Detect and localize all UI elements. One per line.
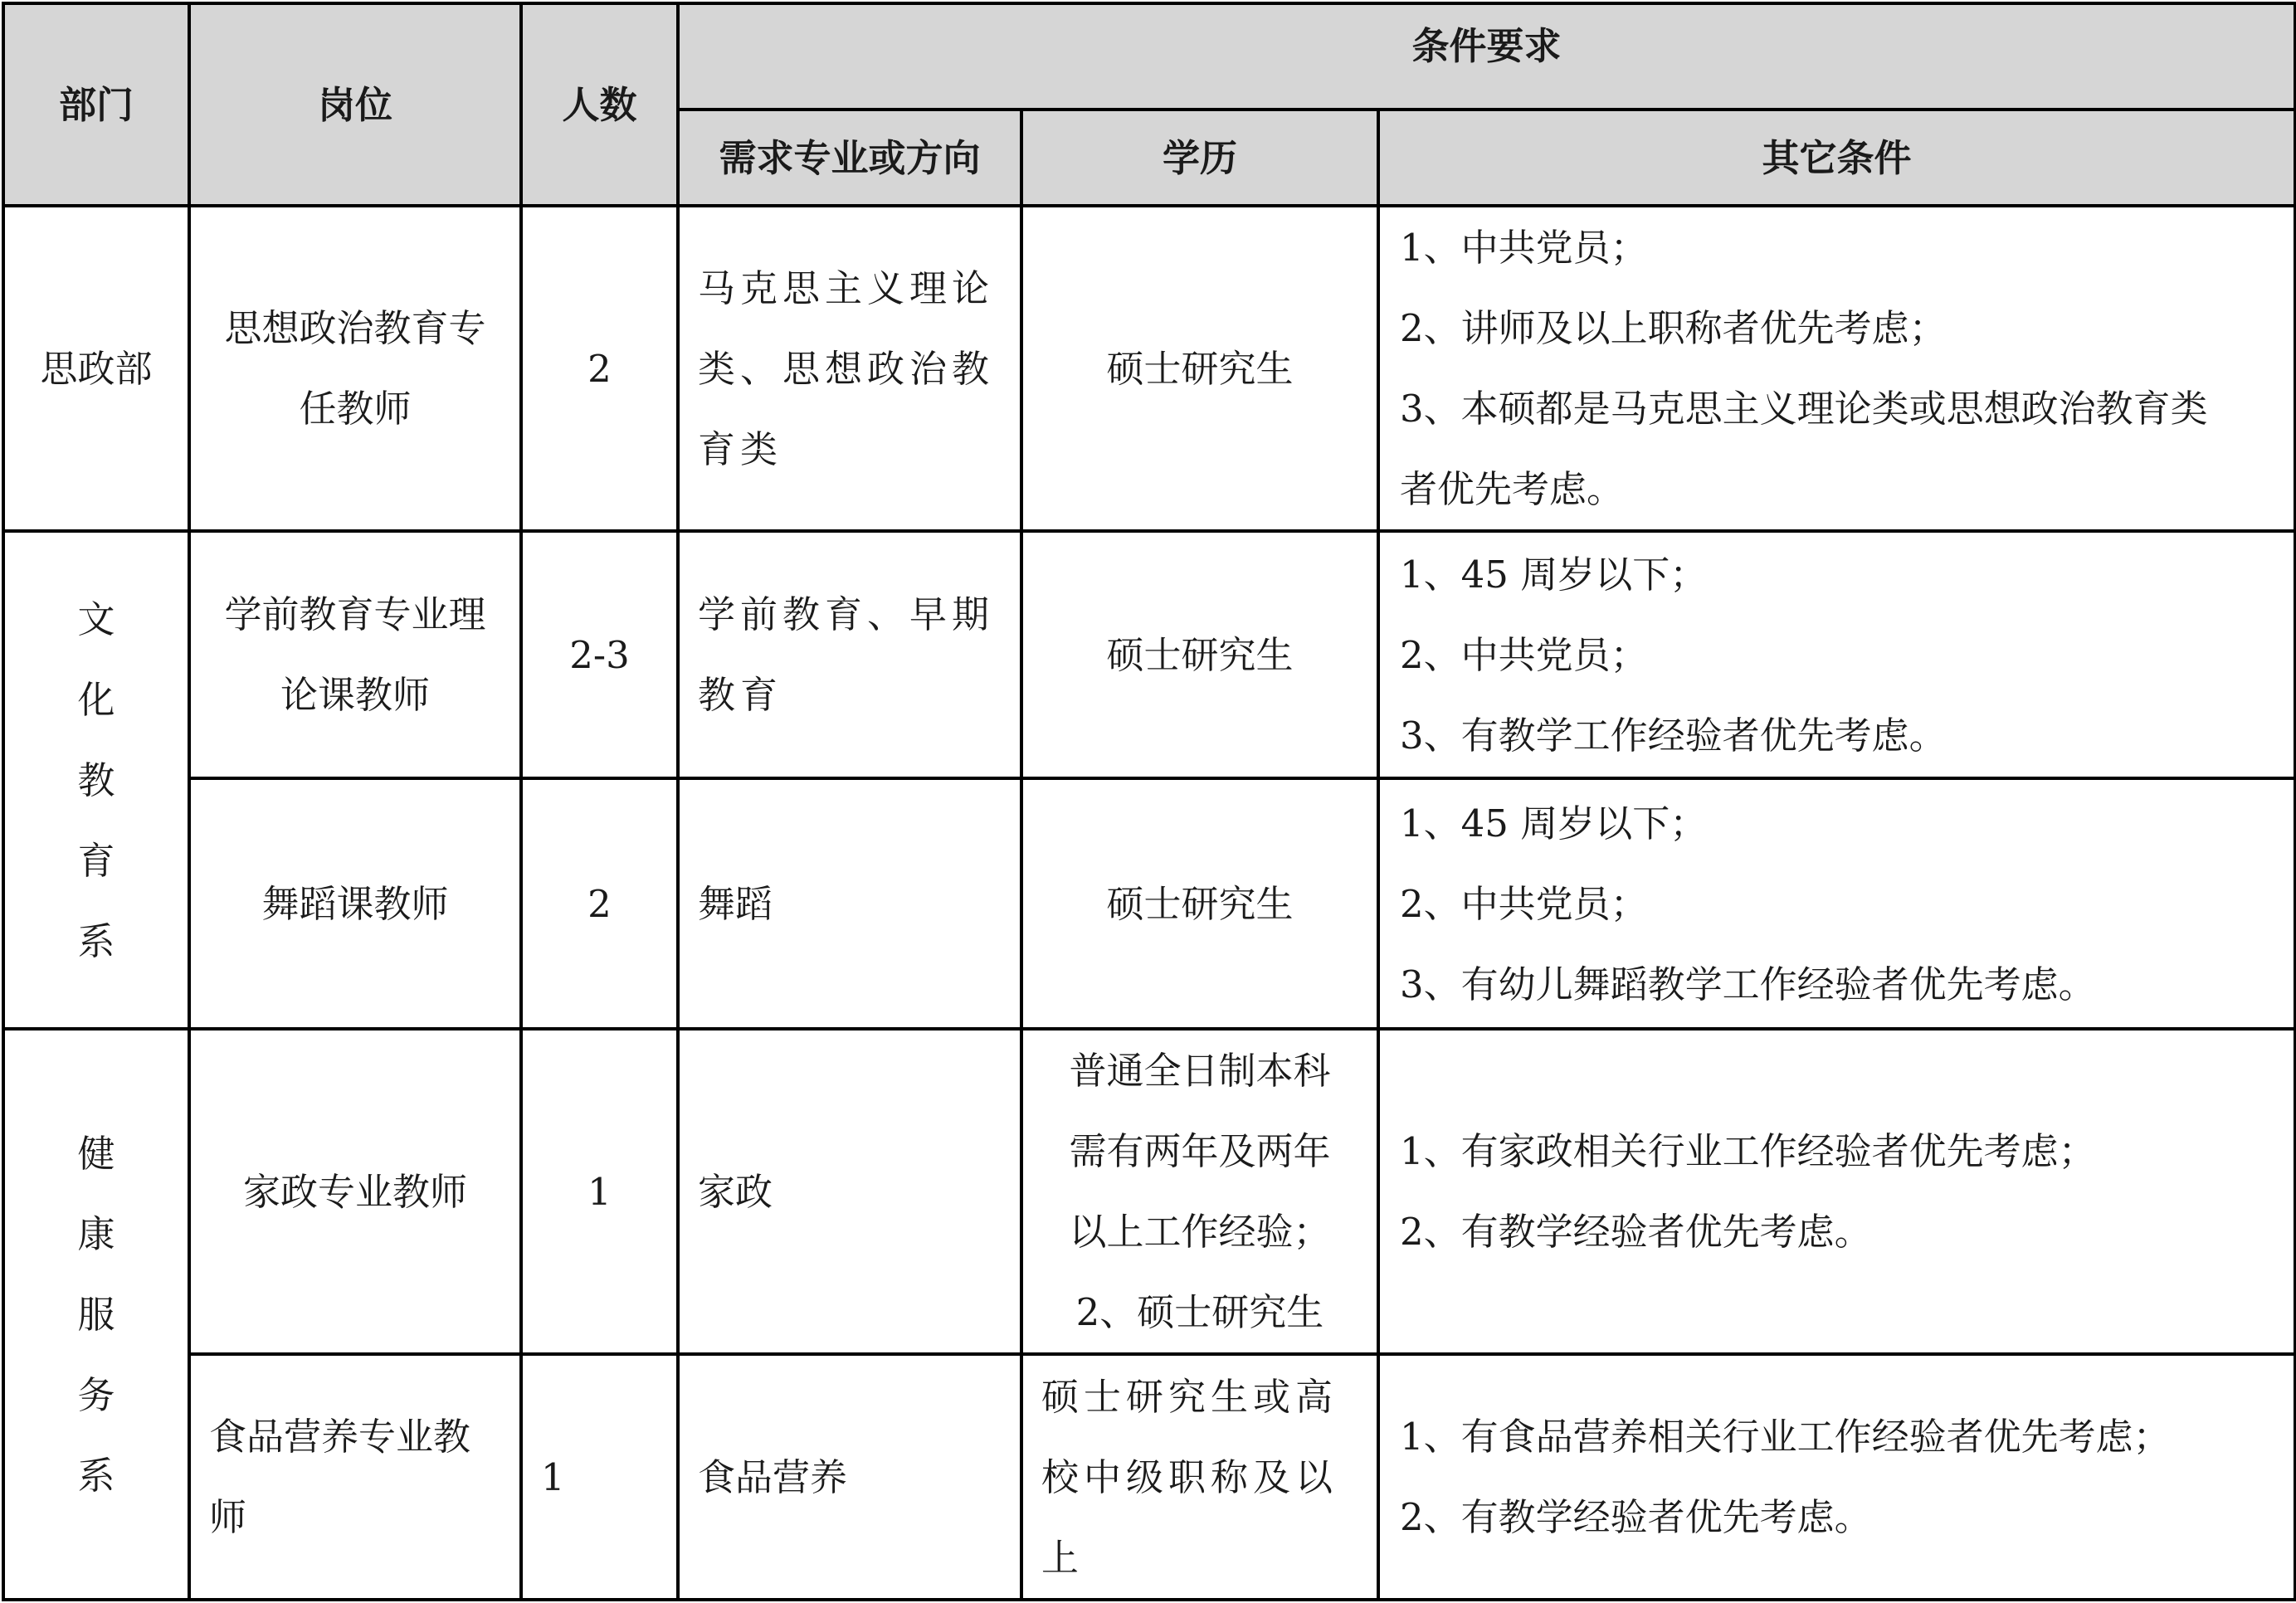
table-row bbox=[3, 531, 2295, 778]
header-position: 岗位 bbox=[189, 3, 521, 206]
department-char: 康 bbox=[77, 1211, 115, 1256]
position-line: 食品营养专业教 bbox=[209, 1415, 471, 1459]
header-count: 人数 bbox=[521, 3, 678, 206]
major-cell: 家政 bbox=[678, 1029, 1021, 1354]
condition-line: 1、有食品营养相关行业工作经验者优先考虑； bbox=[1400, 1415, 2171, 1459]
count-cell: 2 bbox=[521, 778, 678, 1029]
header-department: 部门 bbox=[3, 3, 189, 206]
condition-line: 2、中共党员； bbox=[1400, 632, 1648, 677]
condition-line: 2、有教学经验者优先考虑。 bbox=[1400, 1210, 1872, 1254]
department-char: 服 bbox=[77, 1292, 115, 1337]
department-name-vertical bbox=[5, 579, 188, 982]
other-conditions-cell bbox=[1378, 1029, 2295, 1354]
major-cell: 舞蹈 bbox=[678, 778, 1021, 1029]
condition-line: 3、本硕都是马克思主义理论类或思想政治教育类 bbox=[1400, 387, 2208, 431]
department-char: 务 bbox=[77, 1372, 115, 1417]
major-cell: 食品营养 bbox=[678, 1354, 1021, 1600]
education-cell bbox=[1021, 778, 1378, 1029]
major-line: 类、思想政治教 bbox=[698, 346, 995, 391]
position-line: 论课教师 bbox=[280, 673, 430, 717]
education-line: 硕士研究生 bbox=[1106, 881, 1294, 926]
condition-line: 2、讲师及以上职称者优先考虑； bbox=[1400, 306, 1947, 350]
department-char: 教 bbox=[77, 758, 115, 802]
position-cell bbox=[189, 1354, 521, 1600]
education-line: 以上工作经验； bbox=[1069, 1210, 1331, 1254]
department-cell bbox=[3, 531, 189, 1029]
education-line: 普通全日制本科 bbox=[1069, 1049, 1331, 1093]
department-cell bbox=[3, 206, 189, 531]
major-line: 学前教育、早期 bbox=[698, 592, 995, 636]
header-other: 其它条件 bbox=[1378, 110, 2295, 206]
education-line: 硕士研究生 bbox=[1106, 632, 1294, 677]
condition-line: 1、45 周岁以下； bbox=[1400, 801, 1708, 845]
education-cell bbox=[1021, 1354, 1378, 1600]
department-char: 健 bbox=[77, 1131, 115, 1176]
count-cell: 1 bbox=[521, 1029, 678, 1354]
other-conditions-cell bbox=[1378, 778, 2295, 1029]
position-line: 学前教育专业理 bbox=[224, 592, 486, 636]
major-line: 育类 bbox=[698, 426, 783, 471]
header-major: 需求专业或方向 bbox=[678, 110, 1021, 206]
department-name: 思政部 bbox=[40, 346, 153, 391]
education-cell bbox=[1021, 531, 1378, 778]
department-char: 化 bbox=[77, 677, 115, 722]
major-cell bbox=[678, 206, 1021, 531]
department-name-vertical bbox=[5, 1113, 188, 1516]
table-row bbox=[3, 1354, 2295, 1600]
education-line: 上 bbox=[1041, 1535, 1085, 1580]
header-requirements: 条件要求 bbox=[678, 3, 2295, 110]
education-line: 校中级职称及以 bbox=[1041, 1454, 1338, 1499]
other-conditions-cell bbox=[1378, 531, 2295, 778]
condition-line: 3、有幼儿舞蹈教学工作经验者优先考虑。 bbox=[1400, 962, 2096, 1006]
table-row bbox=[3, 206, 2295, 531]
other-conditions-cell bbox=[1378, 206, 2295, 531]
other-conditions-cell bbox=[1378, 1354, 2295, 1600]
table-row bbox=[3, 778, 2295, 1029]
education-line: 硕士研究生或高 bbox=[1041, 1374, 1338, 1419]
position-line: 任教师 bbox=[299, 387, 412, 431]
major-line: 教育 bbox=[698, 673, 783, 717]
education-cell bbox=[1021, 206, 1378, 531]
count-cell: 2 bbox=[521, 206, 678, 531]
major-line: 马克思主义理论 bbox=[698, 266, 995, 310]
position-cell bbox=[189, 206, 521, 531]
major-cell bbox=[678, 531, 1021, 778]
position-line: 师 bbox=[209, 1495, 247, 1539]
condition-line: 1、有家政相关行业工作经验者优先考虑； bbox=[1400, 1129, 2096, 1173]
count-cell: 2-3 bbox=[521, 531, 678, 778]
table-row bbox=[3, 1029, 2295, 1354]
position-cell: 舞蹈课教师 bbox=[189, 778, 521, 1029]
condition-line: 2、中共党员； bbox=[1400, 881, 1648, 926]
position-cell bbox=[189, 531, 521, 778]
condition-line: 3、有教学工作经验者优先考虑。 bbox=[1400, 713, 1947, 758]
condition-line: 2、有教学经验者优先考虑。 bbox=[1400, 1495, 1872, 1539]
condition-line: 1、中共党员； bbox=[1400, 226, 1648, 270]
position-cell: 家政专业教师 bbox=[189, 1029, 521, 1354]
department-char: 育 bbox=[77, 838, 115, 883]
header-education: 学历 bbox=[1021, 110, 1378, 206]
condition-line: 者优先考虑。 bbox=[1400, 467, 1625, 511]
department-char: 系 bbox=[77, 918, 115, 963]
education-line: 硕士研究生 bbox=[1106, 346, 1294, 391]
department-char: 文 bbox=[77, 597, 115, 641]
recruitment-table bbox=[2, 2, 2296, 1601]
position-line: 思想政治教育专 bbox=[224, 306, 486, 350]
department-cell bbox=[3, 1029, 189, 1600]
education-cell bbox=[1021, 1029, 1378, 1354]
condition-line: 1、45 周岁以下； bbox=[1400, 552, 1708, 597]
education-line: 2、硕士研究生 bbox=[1075, 1290, 1324, 1334]
education-line: 需有两年及两年 bbox=[1069, 1129, 1331, 1173]
department-char: 系 bbox=[77, 1453, 115, 1498]
count-cell: 1 bbox=[521, 1354, 678, 1600]
